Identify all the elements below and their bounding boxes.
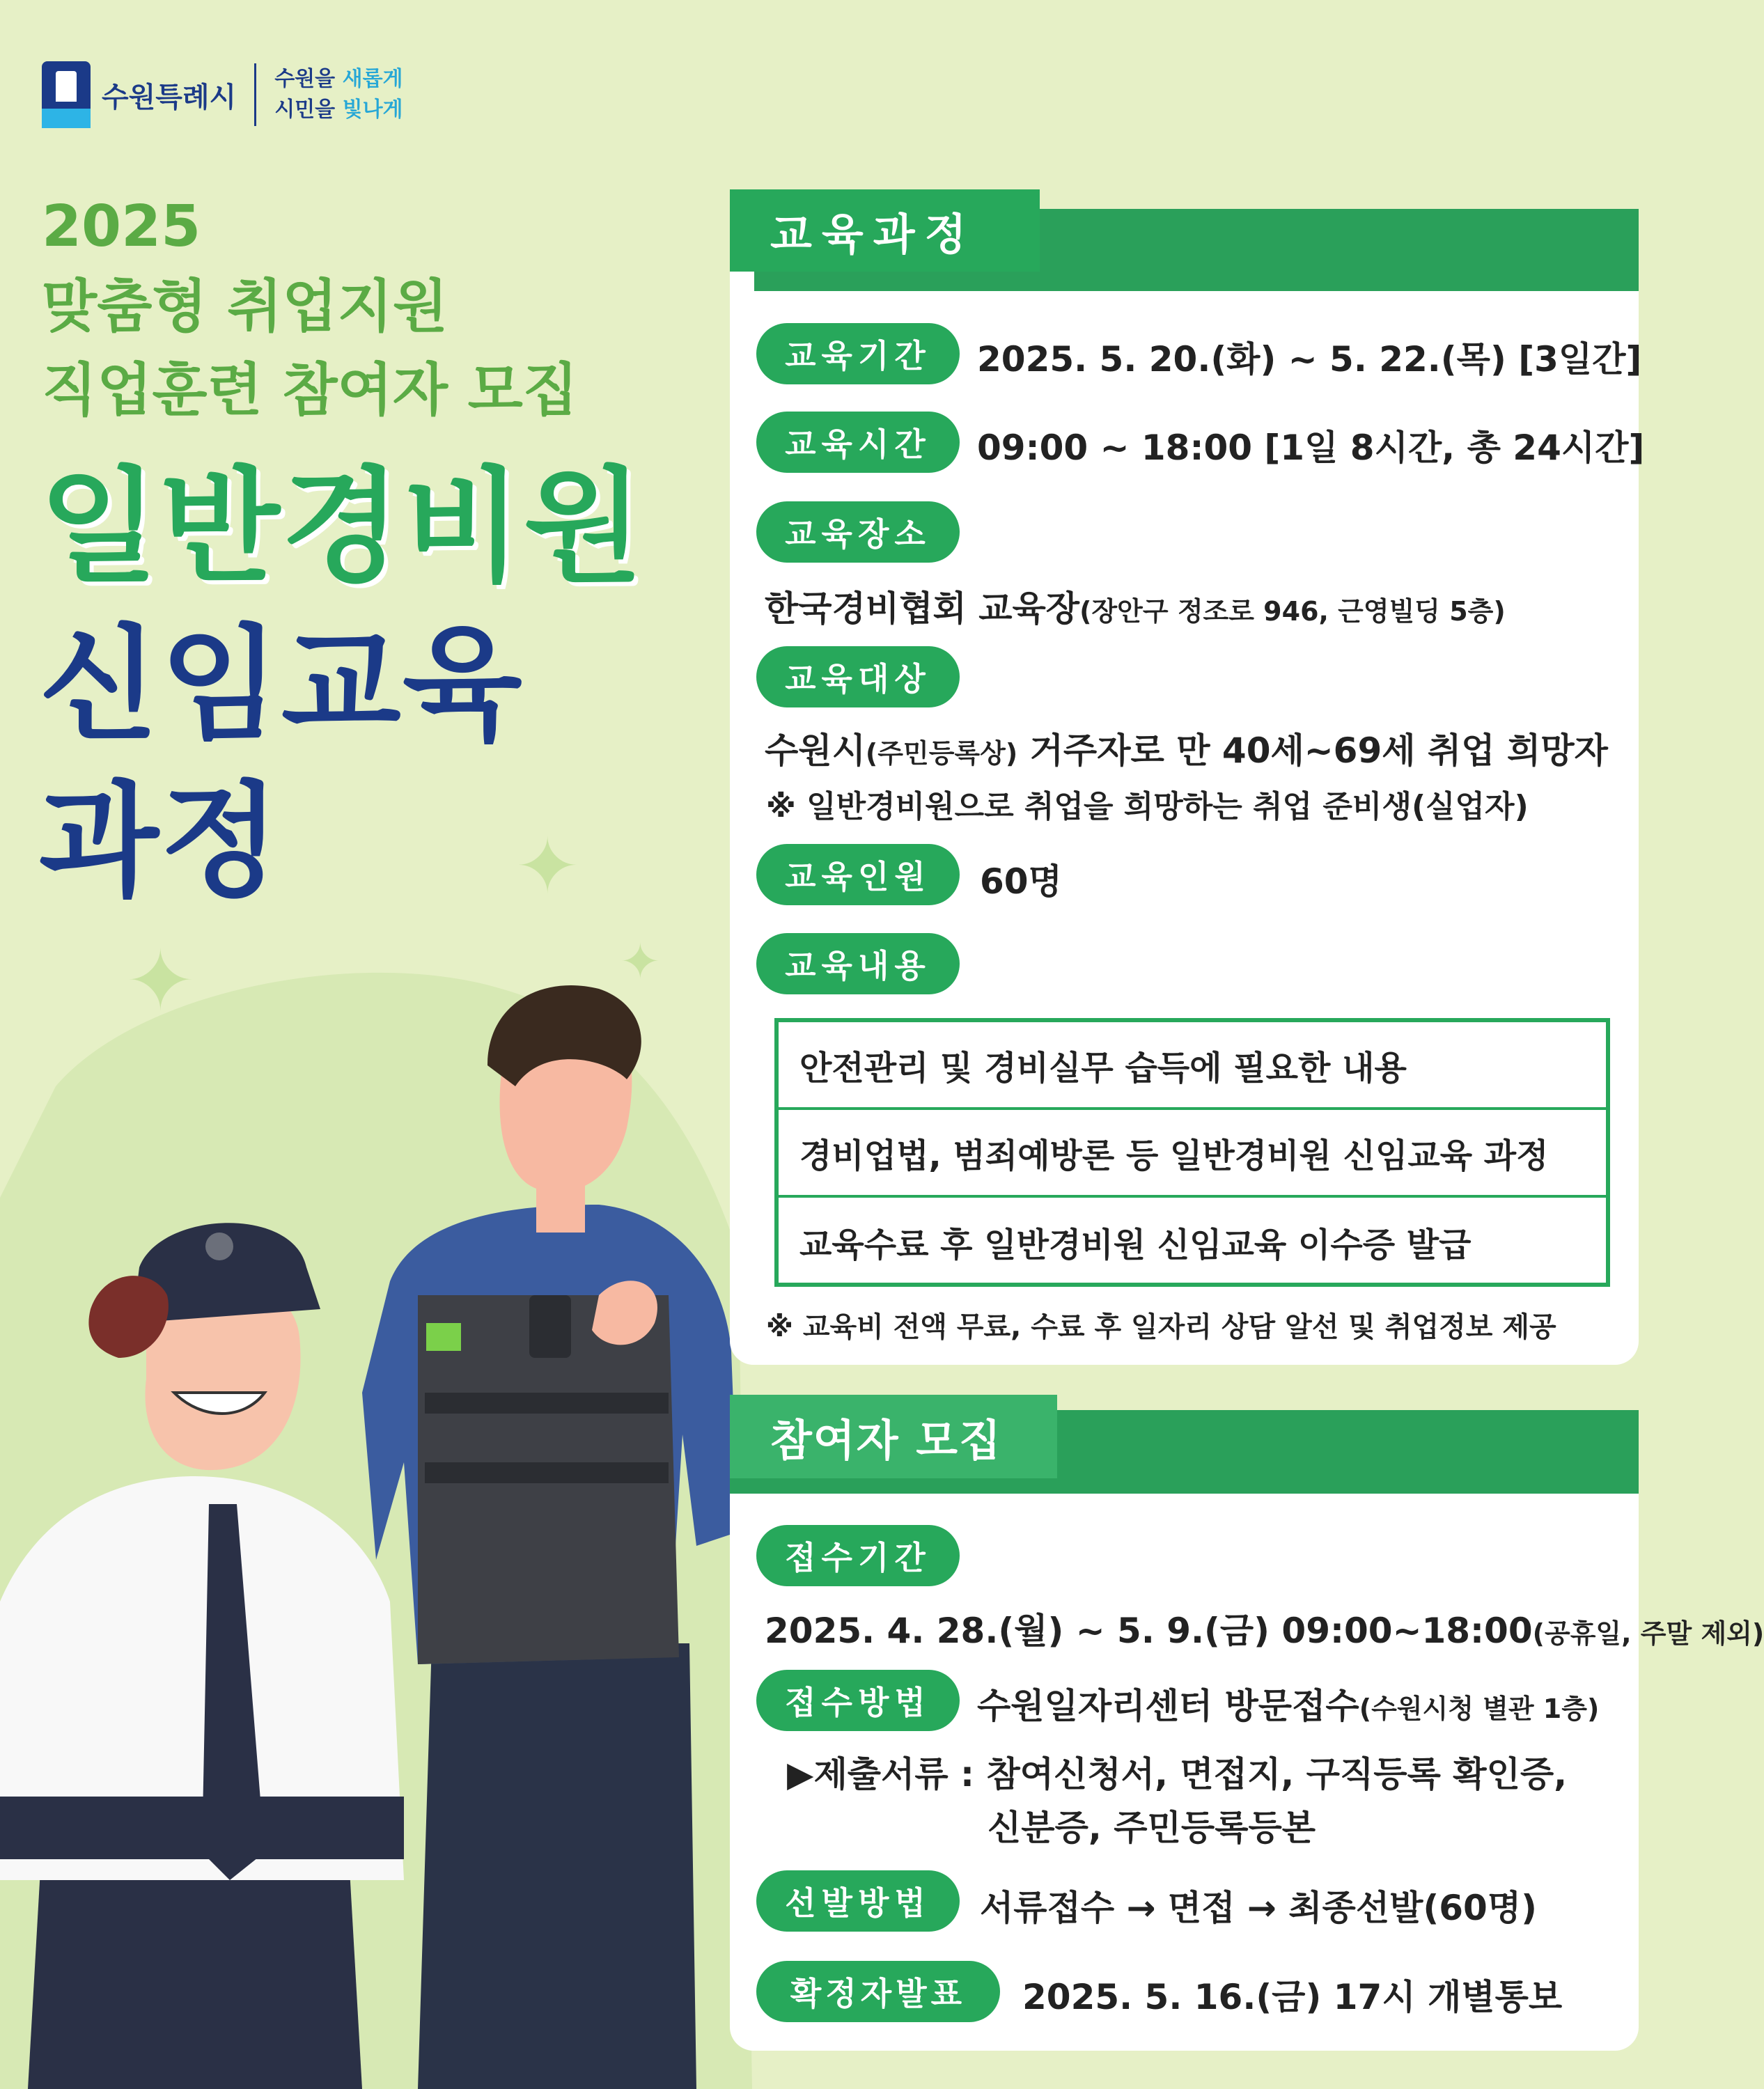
title-big-line3: 과정 xyxy=(39,769,281,914)
label-course-count: 교육인원 xyxy=(756,844,960,905)
label-recruit-selection: 선발방법 xyxy=(756,1870,960,1932)
recruit-announce-value: 2025. 5. 16.(금) 17시 개별통보 xyxy=(1022,1977,1563,2017)
city-logo xyxy=(42,61,403,128)
recruit-card xyxy=(730,1421,1639,2051)
course-target-note: ※ 일반경비원으로 취업을 희망하는 취업 준비생(실업자) xyxy=(766,789,1529,824)
suwon-emblem-icon xyxy=(42,61,91,128)
title-year: 2025 xyxy=(42,194,201,260)
label-recruit-period: 접수기간 xyxy=(756,1525,960,1586)
course-content-row: 경비업법, 범죄예방론 등 일반경비원 신임교육 과정 xyxy=(779,1110,1606,1198)
sparkle-icon: ✦ xyxy=(125,933,196,1030)
course-content-row: 교육수료 후 일반경비원 신임교육 이수증 발급 xyxy=(799,1225,1472,1265)
city-name: 수원특례시 xyxy=(102,81,237,114)
logo-divider xyxy=(254,63,256,126)
label-course-content: 교육내용 xyxy=(756,933,960,994)
title-big-line1: 일반경비원 xyxy=(39,455,645,599)
course-header: 교육과정 xyxy=(730,189,1040,272)
label-recruit-announce: 확정자발표 xyxy=(756,1961,1000,2022)
sparkle-icon: ✦ xyxy=(620,933,661,990)
course-count-value: 60명 xyxy=(980,861,1062,902)
recruit-method-value: 수원일자리센터 방문접수(수원시청 별관 1층) xyxy=(977,1686,1600,1726)
title-line2: 직업훈련 참여자 모집 xyxy=(42,357,579,423)
recruit-docs-line2: 신분증, 주민등록등본 xyxy=(988,1808,1316,1848)
label-recruit-method: 접수방법 xyxy=(756,1670,960,1731)
label-course-place: 교육장소 xyxy=(756,501,960,563)
title-big-line2: 신임교육 xyxy=(39,613,524,757)
label-course-target: 교육대상 xyxy=(756,646,960,707)
security-guards-illustration xyxy=(0,905,766,2089)
course-footnote: ※ 교육비 전액 무료, 수료 후 일자리 상담 알선 및 취업정보 제공 xyxy=(766,1311,1556,1343)
course-content-row: 안전관리 및 경비실무 습득에 필요한 내용 xyxy=(779,1022,1606,1110)
course-content-table xyxy=(774,1018,1610,1287)
title-line1: 맞춤형 취업지원 xyxy=(42,274,448,340)
city-slogan: 수원을 새롭게 시민을 빛나게 xyxy=(274,67,403,122)
recruit-period-value: 2025. 4. 28.(월) ~ 5. 9.(금) 09:00~18:00(공휴일, 주말 제외) xyxy=(765,1611,1764,1651)
course-place-value: 한국경비협회 교육장(장안구 정조로 946, 근영빌딩 5층) xyxy=(765,588,1506,629)
label-course-time: 교육시간 xyxy=(756,412,960,473)
sparkle-icon: ✦ xyxy=(515,822,580,911)
course-time-value: 09:00 ~ 18:00 [1일 8시간, 총 24시간] xyxy=(977,428,1645,468)
label-course-period: 교육기간 xyxy=(756,323,960,384)
recruit-docs-line1: ▶제출서류 : 참여신청서, 면접지, 구직등록 확인증, xyxy=(787,1754,1568,1794)
course-period-value: 2025. 5. 20.(화) ~ 5. 22.(목) [3일간] xyxy=(977,339,1642,380)
recruit-header: 참여자 모집 xyxy=(730,1395,1057,1478)
recruit-selection-value: 서류접수 → 면접 → 최종선발(60명) xyxy=(980,1888,1538,1928)
course-target-value: 수원시(주민등록상) 거주자로 만 40세~69세 취업 희망자 xyxy=(765,730,1608,771)
